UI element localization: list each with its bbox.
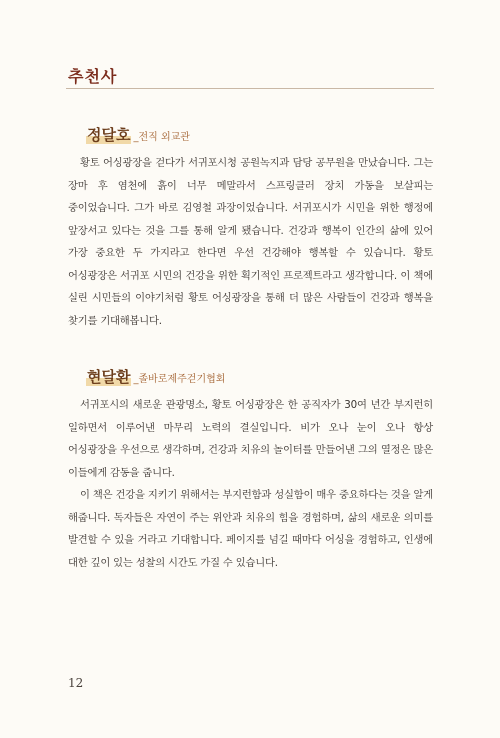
author-heading: [86, 366, 433, 387]
page-number: 12: [68, 676, 84, 690]
recommendation-entry: [68, 366, 433, 574]
author-name: 정달호: [87, 126, 131, 144]
section-title: 추천사: [68, 67, 118, 86]
author-name: 현달환: [87, 368, 131, 386]
recommendation-paragraph: 황토 어싱광장을 걷다가 서귀포시청 공원녹지과 담당 공무원을 만났습니다. 그는 장마 후 염천에 흙이 너무 메말라서 스프링클러 장치 가동을 보살피는 중이었습니다. 그가 바로 김영철 과장이었습니다. 서귀포시가 시민을 위한 행정에 앞장서고 있다는 것을 그를 통해 알게 됐습니다. 건강과 행복이 인간의 삶에 있어 가장 중요한 두 가지라고 한다면 우선 건강해야 행복할 수 있습니다. 황토 어싱광장은 서귀포 시민의 건강을 위한 획기적인 프로젝트라고 생각합니다. 이 책에 실린 시민들의 이야기처럼 황토 어싱광장을 통해 더 많은 사람들이 건강과 행복을 찾기를 기대해봅니다.: [68, 157, 433, 327]
recommendation-paragraph: 이 책은 건강을 지키기 위해서는 부지런함과 성실함이 매우 중요하다는 것을 알게 해줍니다. 독자들은 자연이 주는 위안과 치유의 힘을 경험하며, 삶의 새로운 의미를 발견할 수 있을 거라고 기대합니다. 페이지를 넘길 때마다 어싱을 경험하고, 인생에 대한 깊이 있는 성찰의 시간도 가질 수 있습니다.: [68, 489, 433, 569]
recommendation-entry: [68, 124, 433, 332]
title-divider: [66, 88, 434, 89]
author-role: _전직 외교관: [133, 132, 190, 143]
recommendation-paragraph: 서귀포시의 새로운 관광명소, 황토 어싱광장은 한 공직자가 30여 년간 부지런히 일하면서 이루어낸 마무리 노력의 결실입니다. 비가 오나 눈이 오나 항상 어싱광장을 우선으로 생각하며, 건강과 치유의 놀이터를 만들어낸 그의 열정은 많은 이들에게 감동을 줍니다.: [68, 399, 433, 479]
author-heading: [86, 124, 433, 145]
author-role: _졸바로제주걷기협회: [133, 374, 226, 385]
